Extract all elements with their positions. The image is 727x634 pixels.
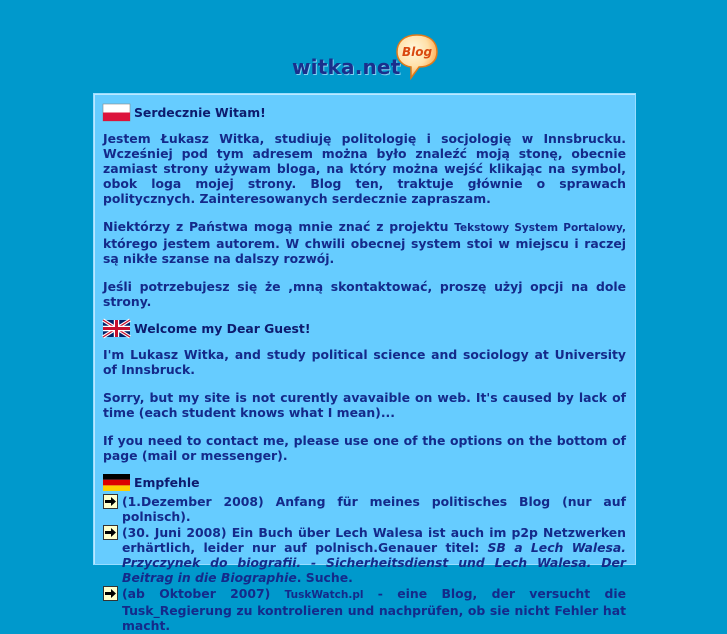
german-flag-icon (103, 474, 130, 491)
recommendation-text-1[interactable]: (1.Dezember 2008) Anfang für meines politisches Blog (nur auf polnisch). (122, 494, 626, 524)
welcome-panel (93, 93, 636, 633)
polish-flag-icon (103, 104, 130, 121)
uk-flag-icon (103, 320, 130, 337)
polish-p2-after: którego jestem autorem. W chwili obecnej system stoi w miejscu i raczej są nikłe szanse na dalszy rozwój. (103, 236, 626, 266)
site-header (0, 0, 727, 92)
recommendation-item (103, 494, 626, 524)
search-link[interactable]: . Suche. (296, 570, 353, 585)
arrow-right-icon[interactable] (103, 494, 118, 509)
polish-paragraph-2 (103, 219, 626, 266)
book-title: SB a Lech Walesa. Przyczynek do biografii. - Sicherheitsdienst und Lech Walesa. Der Beitrag in die Biographie (122, 540, 626, 585)
polish-section-heading (103, 103, 626, 121)
polish-heading-text: Serdecznie Witam! (134, 104, 266, 120)
site-logo[interactable]: witka.net (292, 55, 401, 79)
recommendation-item (103, 586, 626, 633)
german-heading-text: Empfehle (134, 474, 200, 490)
blog-speech-bubble-icon[interactable] (395, 32, 439, 80)
arrow-right-icon[interactable] (103, 586, 118, 601)
recommendation-text-2 (122, 525, 626, 585)
tuskwatch-description: - eine Blog, der versucht die Tusk_Regierung zu kontrolieren und nachprüfen, ob sie nicht Fehler hat macht. (122, 586, 627, 633)
polish-p2-before: Niektórzy z Państwa mogą mnie znać z projektu (103, 219, 455, 234)
tekstowy-system-link[interactable]: Tekstowy System Portalowy, (454, 222, 626, 234)
english-heading-text: Welcome my Dear Guest! (134, 320, 311, 336)
polish-paragraph-1: Jestem Łukasz Witka, studiuję politologię i socjologię w Innsbrucku. Wcześniej pod tym adresem można było znaleźć moją stonę, obecnie zamiast strony używam bloga, na który można wejść klikając na symbol, obok loga mojej strony. Blog ten, traktuje głównie o sprawach politycznych. Zainteresowanych serdecznie zapraszam. (103, 131, 626, 206)
german-section-heading (103, 473, 626, 491)
tuskwatch-link[interactable]: TuskWatch.pl (284, 589, 364, 601)
english-paragraph-2: Sorry, but my site is not curently avavaible on web. It's caused by lack of time (each student knows what I mean)... (103, 390, 626, 420)
english-paragraph-1: I'm Lukasz Witka, and study political science and sociology at University of Innsbruck. (103, 347, 626, 377)
recommendation-text-3 (122, 586, 626, 633)
panel-content (103, 103, 626, 634)
english-section-heading (103, 319, 626, 337)
tuskwatch-date: (ab Oktober 2007) (122, 586, 285, 601)
arrow-right-icon[interactable] (103, 525, 118, 540)
english-paragraph-3: If you need to contact me, please use one of the options on the bottom of page (mail or messenger). (103, 433, 626, 463)
recommendation-item (103, 525, 626, 585)
book-note: (30. Juni 2008) Ein Buch über Lech Walesa ist auch im p2p Netzwerken erhärtlich, leider nur auf polnisch.Genauer titel: (122, 525, 626, 555)
blog-badge-label: Blog (401, 45, 433, 59)
polish-paragraph-3: Jeśli potrzebujesz się że ,mną skontaktować, proszę użyj opcji na dole strony. (103, 279, 626, 309)
